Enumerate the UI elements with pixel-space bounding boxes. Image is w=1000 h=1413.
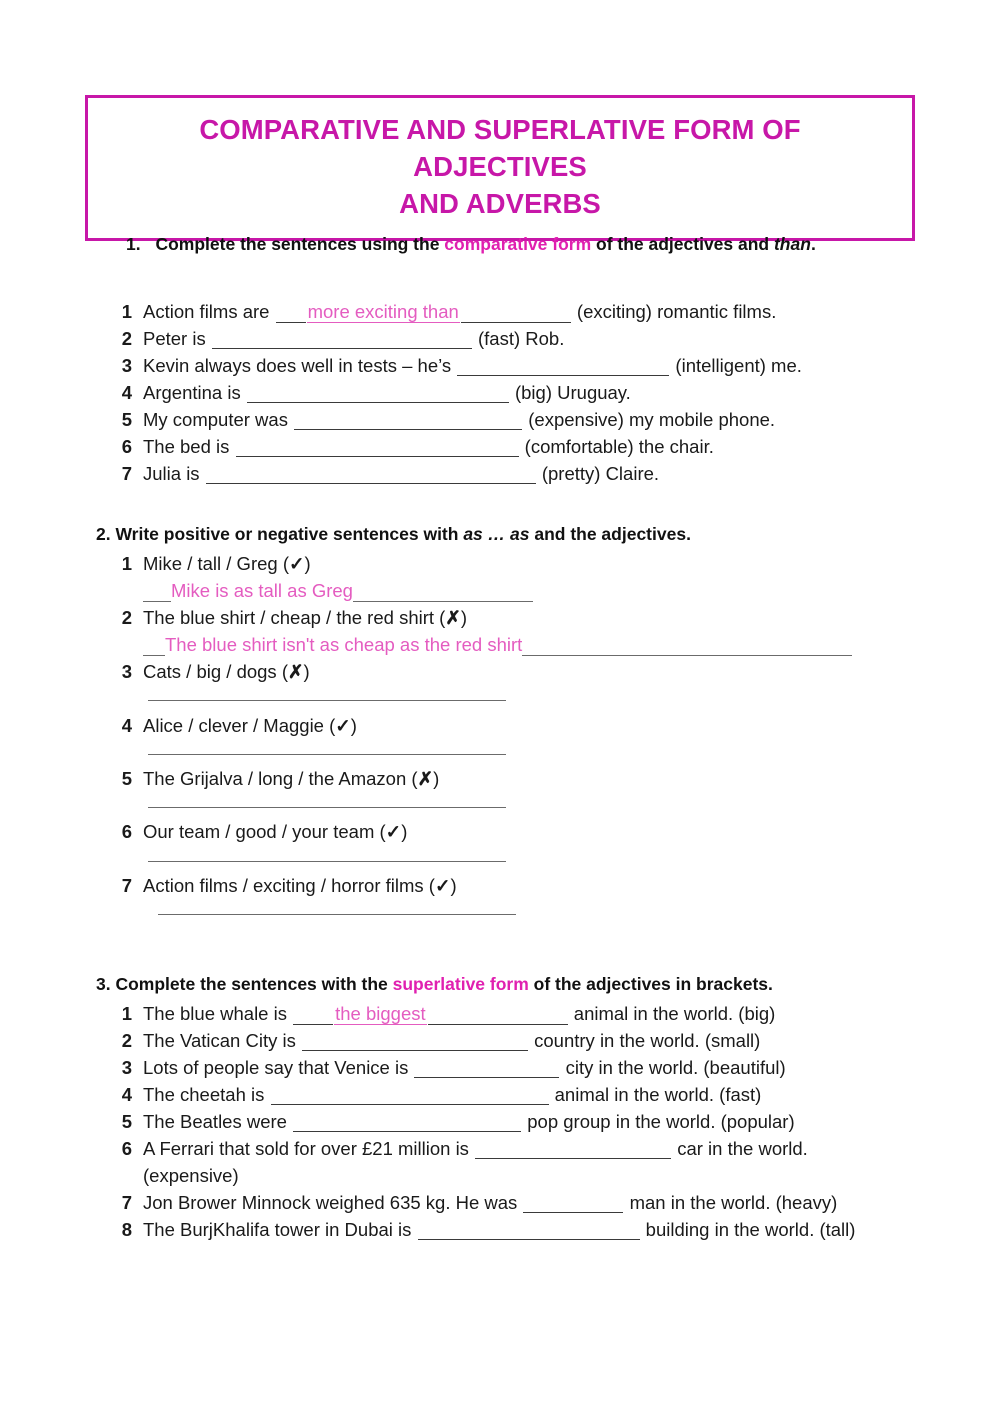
exercise-3-instruction-highlight: superlative form (392, 974, 529, 994)
item-mark-cross-icon: ✗ (445, 607, 461, 628)
item-text-pre: Action films are (143, 301, 275, 322)
item-text-pre: Argentina is (143, 382, 246, 403)
item-blank (271, 1090, 549, 1105)
item-blank (212, 334, 472, 349)
item-number: 2 (121, 328, 132, 349)
item-text-post: (exciting) romantic films. (571, 301, 777, 322)
item-number: 3 (121, 1057, 132, 1078)
item-text-pre: My computer was (143, 409, 294, 430)
item-text-post: car in the world. (672, 1138, 808, 1159)
item-text-post: animal in the world. (fast) (549, 1084, 762, 1105)
exercise-2-item-7-prompt: 7 Action films / exciting / horror films (✓) (112, 875, 457, 896)
exercise-3-instruction-post: of the adjectives in brackets. (528, 974, 773, 994)
item-number: 5 (121, 768, 132, 789)
exercise-2-item-4-prompt: 4 Alice / clever / Maggie (✓) (112, 715, 357, 736)
item-text-pre: The BurjKhalifa tower in Dubai is (143, 1219, 417, 1240)
item-number: 7 (121, 875, 132, 896)
item-prompt: The Grijalva / long / the Amazon (143, 768, 407, 789)
item-text-pre: The Beatles were (143, 1111, 293, 1132)
item-mark-cross-icon: ✗ (288, 661, 304, 682)
exercise-2-item-2-answer (143, 634, 852, 656)
item-blank (206, 469, 536, 484)
item-text-pre: The cheetah is (143, 1084, 270, 1105)
exercise-2-item-5-prompt: 5 The Grijalva / long / the Amazon (✗) (112, 768, 439, 789)
exercise-3-item-8 (112, 1219, 855, 1240)
exercise-3-item-6-continued (143, 1165, 239, 1186)
exercise-3-item-3 (112, 1057, 786, 1078)
item-text-post: (intelligent) me. (670, 355, 802, 376)
item-blank (523, 1198, 623, 1213)
item-text-pre: Kevin always does well in tests – he’s (143, 355, 457, 376)
item-blank (302, 1036, 528, 1051)
item-number: 1 (121, 1003, 132, 1024)
exercise-3-item-6 (112, 1138, 808, 1159)
exercise-1-item-1 (112, 301, 776, 323)
item-blank (418, 1225, 640, 1240)
exercise-1-instruction-italic: than (773, 234, 811, 254)
item-blank (457, 361, 669, 376)
item-text-post: animal in the world. (big) (568, 1003, 776, 1024)
item-number: 4 (121, 1084, 132, 1105)
item-text-post: man in the world. (heavy) (624, 1192, 838, 1213)
exercise-3-item-4 (112, 1084, 761, 1105)
item-blank (293, 1117, 521, 1132)
item-answer: more exciting than (307, 301, 459, 322)
item-prompt: Cats / big / dogs (143, 661, 277, 682)
exercise-2-instruction-italic: as … as (463, 524, 530, 544)
item-text-post: building in the world. (tall) (640, 1219, 856, 1240)
exercise-3-item-2 (112, 1030, 760, 1051)
item-text-post: city in the world. (beautiful) (560, 1057, 786, 1078)
worksheet-title-box (85, 95, 915, 241)
item-prompt: Alice / clever / Maggie (143, 715, 324, 736)
exercise-2-item-4-answer-line[interactable] (148, 754, 506, 755)
item-number: 4 (121, 382, 132, 403)
exercise-2-item-6-prompt: 6 Our team / good / your team (✓) (112, 821, 407, 842)
exercise-2-number: 2. (96, 524, 111, 544)
item-answer: The blue shirt isn't as cheap as the red shirt (165, 634, 523, 655)
exercise-2-item-6-answer-line[interactable] (148, 861, 506, 862)
item-text-post: (fast) Rob. (472, 328, 565, 349)
exercise-2-item-7-answer-line[interactable] (158, 914, 516, 915)
item-number: 7 (121, 1192, 132, 1213)
exercise-1-item-2 (112, 328, 564, 349)
item-blank (294, 415, 522, 430)
exercise-1-number: 1. (126, 234, 141, 254)
item-number: 1 (121, 553, 132, 574)
item-blank (236, 442, 519, 457)
item-text-pre: A Ferrari that sold for over £21 million is (143, 1138, 475, 1159)
exercise-3-item-7 (112, 1192, 837, 1213)
page-title-line-2: AND ADVERBS (399, 188, 601, 220)
exercise-1-item-7 (112, 463, 659, 484)
page-title (114, 111, 886, 222)
exercise-3-heading (96, 974, 773, 995)
exercise-2-instruction-post: and the adjectives. (529, 524, 691, 544)
exercise-1-instruction-post: . (810, 234, 816, 254)
item-number: 5 (121, 409, 132, 430)
item-text-pre: Peter is (143, 328, 211, 349)
exercise-3-number: 3. (96, 974, 111, 994)
item-number: 3 (121, 661, 132, 682)
exercise-1-item-5 (112, 409, 775, 430)
page-title-line-1: COMPARATIVE AND SUPERLATIVE FORM OF ADJECTIVES (199, 114, 801, 183)
exercise-2-item-1-answer (143, 580, 533, 602)
item-number: 3 (121, 355, 132, 376)
item-blank (247, 388, 509, 403)
item-number: 5 (121, 1111, 132, 1132)
exercise-2-item-5-answer-line[interactable] (148, 807, 506, 808)
item-number: 2 (121, 607, 132, 628)
item-prompt: The blue shirt / cheap / the red shirt (143, 607, 435, 628)
item-prompt: Our team / good / your team (143, 821, 375, 842)
item-text-pre: The blue whale is (143, 1003, 293, 1024)
item-mark-check-icon: ✓ (385, 821, 402, 842)
item-mark-check-icon: ✓ (434, 875, 451, 896)
item-mark-cross-icon: ✗ (417, 768, 434, 789)
exercise-2-item-3-prompt: 3 Cats / big / dogs (✗) (112, 661, 310, 682)
item-text-pre: Julia is (143, 463, 205, 484)
item-mark-check-icon: ✓ (289, 553, 305, 574)
exercise-1-item-3 (112, 355, 802, 376)
item-prompt: Mike / tall / Greg (143, 553, 278, 574)
item-number: 6 (121, 436, 132, 457)
item-number: 2 (121, 1030, 132, 1051)
exercise-2-item-1-prompt: 1 Mike / tall / Greg (✓) (112, 553, 311, 574)
item-number: 8 (121, 1219, 132, 1240)
exercise-2-item-2-prompt: 2 The blue shirt / cheap / the red shirt (✗) (112, 607, 467, 628)
item-number: 1 (121, 301, 132, 322)
item-text-post: country in the world. (small) (529, 1030, 761, 1051)
exercise-1-item-6 (112, 436, 714, 457)
exercise-1-item-4 (112, 382, 631, 403)
item-text-pre: Jon Brower Minnock weighed 635 kg. He was (143, 1192, 523, 1213)
item-prompt: Action films / exciting / horror films (143, 875, 424, 896)
item-number: 4 (121, 715, 132, 736)
item-number: 6 (121, 1138, 132, 1159)
item-text-pre: The bed is (143, 436, 235, 457)
item-blank (414, 1063, 559, 1078)
item-text-pre: The Vatican City is (143, 1030, 301, 1051)
exercise-2-heading (96, 524, 691, 545)
item-text-post: pop group in the world. (popular) (522, 1111, 795, 1132)
exercise-3-item-5 (112, 1111, 795, 1132)
item-text-post: (pretty) Claire. (536, 463, 660, 484)
item-text-post: (expensive) my mobile phone. (523, 409, 776, 430)
item-text-pre: Lots of people say that Venice is (143, 1057, 414, 1078)
exercise-1-instruction-mid: of the adjectives and (591, 234, 774, 254)
item-answer: the biggest (335, 1003, 426, 1024)
exercise-2-item-3-answer-line[interactable] (148, 700, 506, 701)
exercise-3-item-1 (112, 1003, 775, 1025)
exercise-1-instruction-highlight: comparative form (444, 234, 592, 254)
item-blank (475, 1144, 671, 1159)
item-number: 7 (121, 463, 132, 484)
exercise-1-instruction-pre: Complete the sentences using the (155, 234, 445, 254)
item-mark-check-icon: ✓ (335, 715, 351, 736)
item-answer: Mike is as tall as Greg (171, 580, 353, 601)
item-number: 6 (121, 821, 132, 842)
item-text-post2: (expensive) (143, 1165, 239, 1186)
exercise-3-instruction-pre: Complete the sentences with the (115, 974, 393, 994)
item-text-post: (comfortable) the chair. (519, 436, 714, 457)
item-text-post: (big) Uruguay. (509, 382, 631, 403)
exercise-2-instruction-pre: Write positive or negative sentences with (115, 524, 464, 544)
exercise-1-heading (126, 234, 816, 255)
